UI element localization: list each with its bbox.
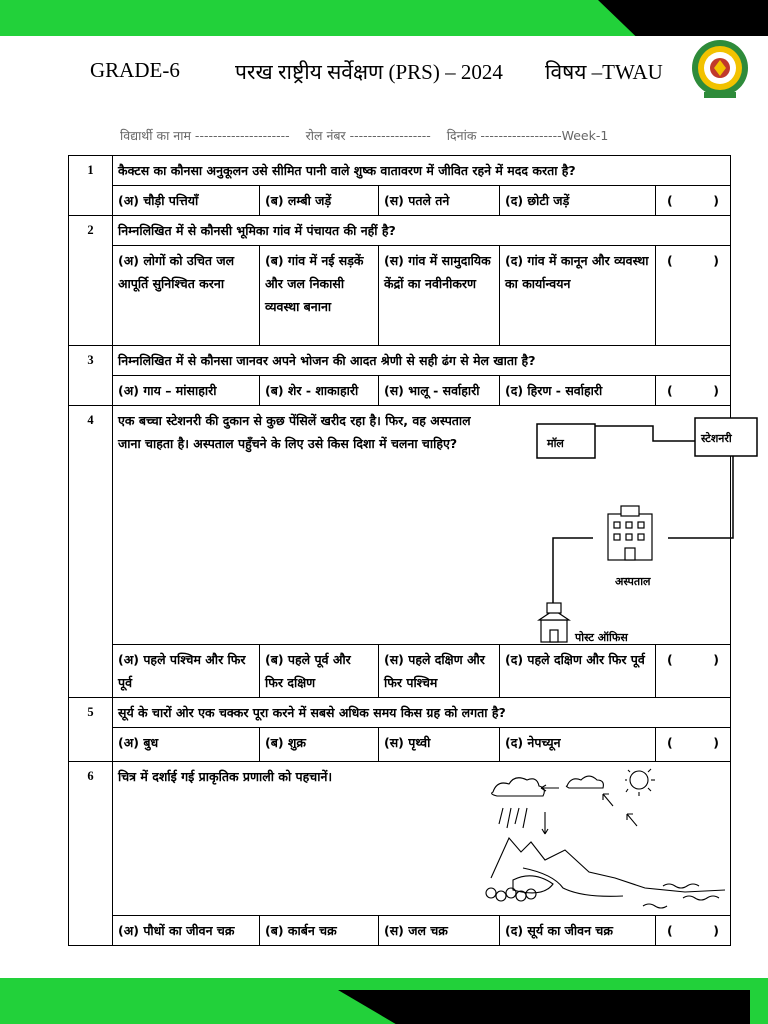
- rain-cloud-icon: [492, 778, 545, 796]
- option-b[interactable]: (ब) शेर - शाकाहारी: [260, 376, 379, 406]
- option-a[interactable]: (अ) बुध: [113, 728, 260, 762]
- option-d[interactable]: (द) पहले दक्षिण और फिर पूर्व: [500, 645, 656, 698]
- option-d[interactable]: (द) गांव में कानून और व्यवस्था का कार्यान्वयन: [500, 246, 656, 346]
- question-text: एक बच्चा स्टेशनरी की दुकान से कुछ पेंसिलें खरीद रहा है। फिर, वह अस्पताल जाना चाहता है। अस्पताल पहुँचने के लिए उसे किस दिशा में चलना चाहिए?: [118, 413, 471, 451]
- question-row-2: [69, 216, 731, 246]
- answer-box[interactable]: ( ): [656, 728, 731, 762]
- option-b[interactable]: (ब) कार्बन चक्र: [260, 916, 379, 946]
- option-c[interactable]: (स) जल चक्र: [379, 916, 500, 946]
- rain-lines: [499, 808, 527, 828]
- stationery-label: स्टेशनरी: [701, 432, 732, 445]
- map-lines: [533, 410, 768, 646]
- option-b[interactable]: (ब) गांव में नई सड़कें और जल निकासी व्यवस्था बनाना: [260, 246, 379, 346]
- options-row-6: [69, 916, 731, 946]
- answer-box[interactable]: ( ): [656, 376, 731, 406]
- hospital-label: अस्पताल: [615, 575, 651, 588]
- question-text: निम्नलिखित में से कौनसी भूमिका गांव में पंचायत की नहीं है?: [113, 216, 731, 246]
- options-row-3: [69, 376, 731, 406]
- answer-box[interactable]: ( ): [656, 916, 731, 946]
- student-info-line: [120, 127, 620, 144]
- roll-number-field[interactable]: रोल नंबर ------------------: [305, 128, 431, 143]
- survey-title: परख राष्ट्रीय सर्वेक्षण (PRS) – 2024: [235, 60, 503, 84]
- option-a[interactable]: (अ) गाय – मांसाहारी: [113, 376, 260, 406]
- question-text-cell: [113, 762, 731, 916]
- answer-box[interactable]: ( ): [656, 186, 731, 216]
- question-number: 4: [69, 406, 113, 698]
- date-field[interactable]: दिनांक ------------------: [446, 128, 562, 143]
- option-b[interactable]: (ब) लम्बी जड़ें: [260, 186, 379, 216]
- option-a[interactable]: (अ) पौधों का जीवन चक्र: [113, 916, 260, 946]
- question-number: 6: [69, 762, 113, 946]
- question-text: सूर्य के चारों ओर एक चक्कर पूरा करने में सबसे अधिक समय किस ग्रह को लगता है?: [113, 698, 731, 728]
- sun-icon: [625, 768, 655, 796]
- week-label: Week-1: [561, 128, 609, 143]
- arrow-icon: [627, 814, 637, 826]
- option-c[interactable]: (स) पतले तने: [379, 186, 500, 216]
- option-b[interactable]: (ब) शुक्र: [260, 728, 379, 762]
- emblem-logo: [690, 38, 750, 100]
- water-cycle-figure: [483, 768, 768, 918]
- question-text: निम्नलिखित में से कौनसा जानवर अपने भोजन की आदत श्रेणी से सही ढंग से मेल खाता है?: [113, 346, 731, 376]
- mountain-outline: [491, 838, 725, 892]
- post-office-icon: [539, 603, 569, 642]
- options-row-5: [69, 728, 731, 762]
- question-number: 3: [69, 346, 113, 406]
- question-row-5: [69, 698, 731, 728]
- post-office-label: पोस्ट ऑफिस: [575, 631, 628, 644]
- sea-waves: [643, 884, 719, 908]
- answer-box[interactable]: ( ): [656, 246, 731, 346]
- options-row-1: [69, 186, 731, 216]
- option-d[interactable]: (द) सूर्य का जीवन चक्र: [500, 916, 656, 946]
- option-a[interactable]: (अ) चौड़ी पत्तियाँ: [113, 186, 260, 216]
- option-c[interactable]: (स) पहले दक्षिण और फिर पश्चिम: [379, 645, 500, 698]
- option-d[interactable]: (द) नेपच्यून: [500, 728, 656, 762]
- option-b[interactable]: (ब) पहले पूर्व और फिर दक्षिण: [260, 645, 379, 698]
- arrow-icon: [542, 812, 548, 834]
- option-c[interactable]: (स) पृथ्वी: [379, 728, 500, 762]
- subject-label: विषय –TWAU: [545, 60, 663, 84]
- question-row-3: [69, 346, 731, 376]
- direction-map-figure: [533, 410, 768, 646]
- mall-label: मॉल: [547, 437, 564, 450]
- option-c[interactable]: (स) गांव में सामुदायिक केंद्रों का नवीनीकरण: [379, 246, 500, 346]
- arrow-icon: [603, 794, 613, 806]
- bottom-black-band: [338, 990, 750, 1024]
- option-c[interactable]: (स) भालू - सर्वाहारी: [379, 376, 500, 406]
- option-d[interactable]: (द) हिरण - सर्वाहारी: [500, 376, 656, 406]
- cloud-icon: [566, 776, 603, 788]
- question-text: कैक्टस का कौनसा अनुकूलन उसे सीमित पानी वाले शुष्क वातावरण में जीवित रहने में मदद करता है?: [113, 156, 731, 186]
- option-a[interactable]: (अ) पहले पश्चिम और फिर पूर्व: [113, 645, 260, 698]
- grade-label: GRADE-6: [90, 58, 180, 82]
- question-number: 1: [69, 156, 113, 216]
- question-text: चित्र में दर्शाई गई प्राकृतिक प्रणाली को पहचानें।: [118, 769, 333, 784]
- question-row-6: [69, 762, 731, 916]
- lake-outline: [513, 876, 553, 893]
- question-row-1: [69, 156, 731, 186]
- question-row-4: [69, 406, 731, 645]
- options-row-2: [69, 246, 731, 346]
- hospital-icon: [608, 506, 652, 560]
- tree-icons: [486, 888, 536, 901]
- question-number: 2: [69, 216, 113, 346]
- question-table: [68, 155, 731, 946]
- option-a[interactable]: (अ) लोगों को उचित जल आपूर्ति सुनिश्चित करना: [113, 246, 260, 346]
- options-row-4: [69, 645, 731, 698]
- question-text-cell: [113, 406, 731, 645]
- student-name-field[interactable]: विद्यार्थी का नाम ---------------------: [120, 128, 290, 143]
- option-d[interactable]: (द) छोटी जड़ें: [500, 186, 656, 216]
- question-number: 5: [69, 698, 113, 762]
- arrow-icon: [541, 785, 559, 791]
- answer-box[interactable]: ( ): [656, 645, 731, 698]
